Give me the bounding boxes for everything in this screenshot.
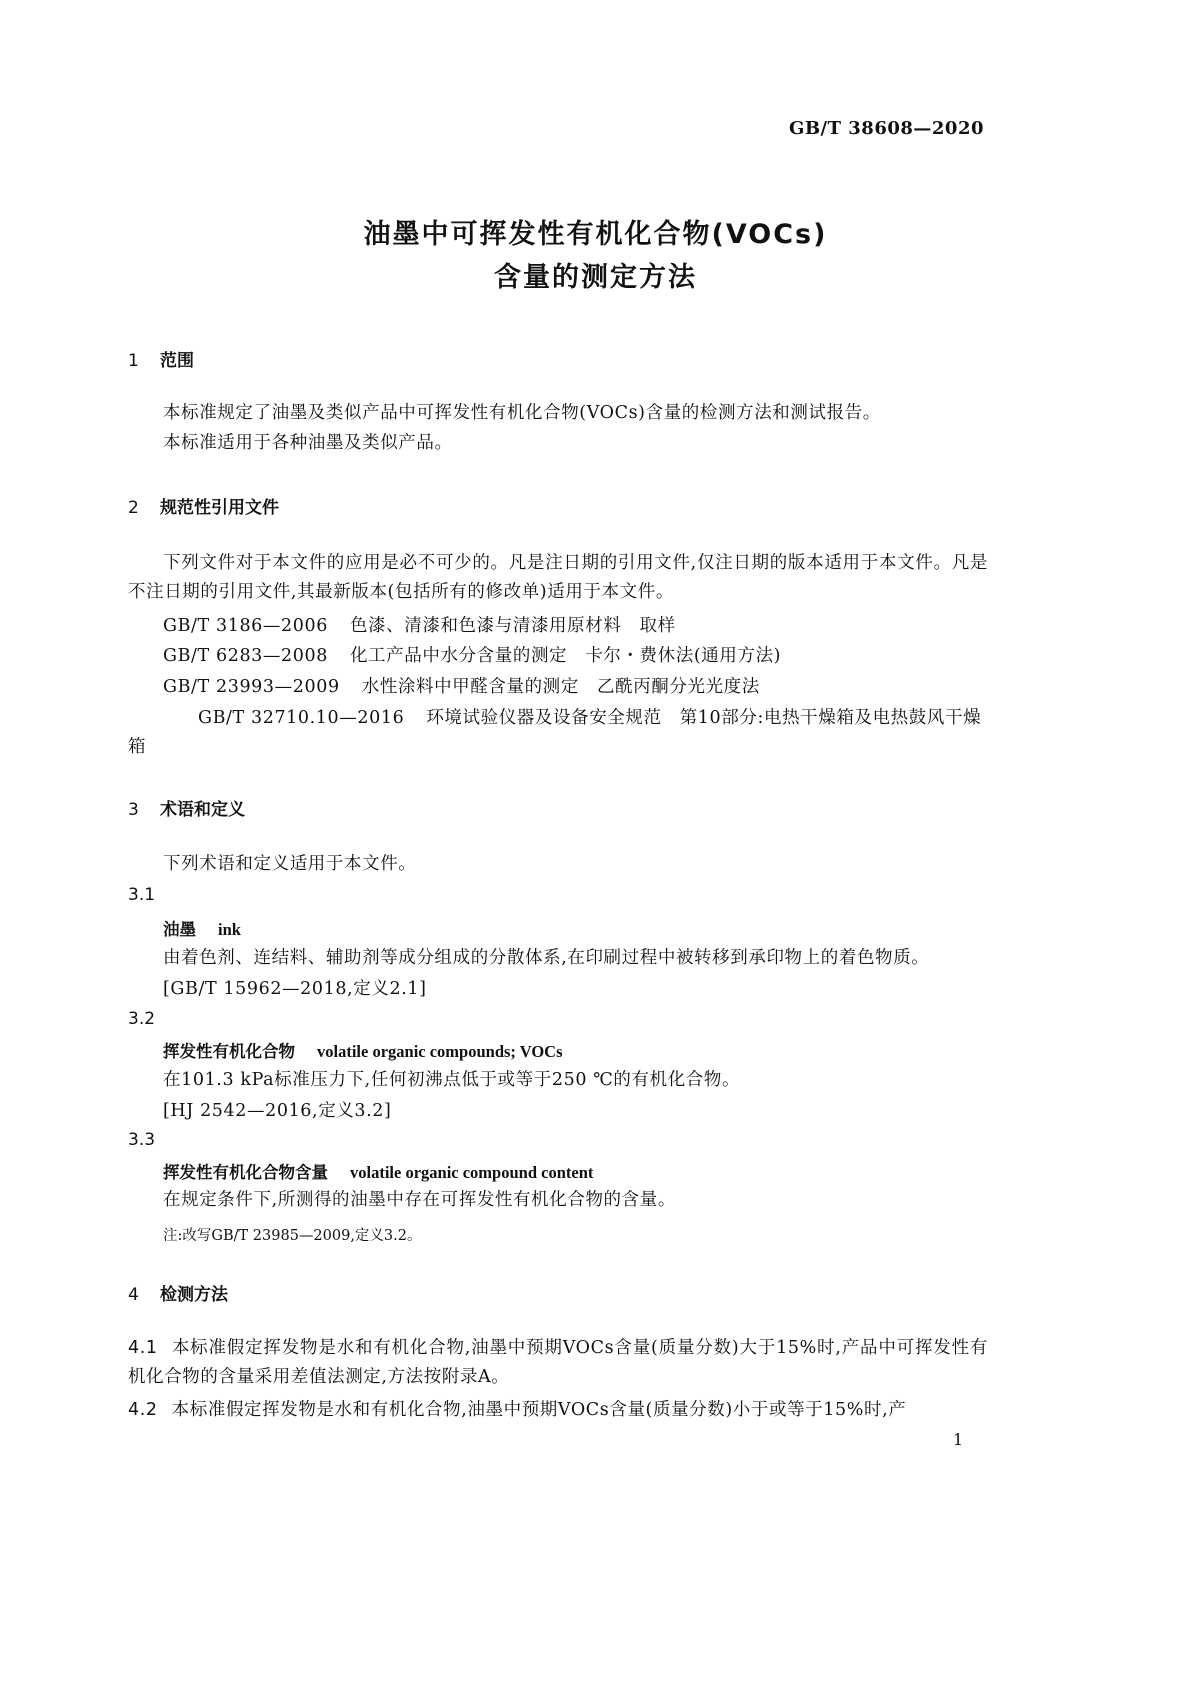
reference-item <box>128 704 988 762</box>
term-definition: 在101.3 kPa标准压力下,任何初沸点低于或等于250 ℃的有机化合物。 <box>163 1070 741 1090</box>
section-number: 4 <box>128 1285 139 1305</box>
reference-title: 水性涂料中甲醛含量的测定 乙酰丙酮分光光度法 <box>361 677 760 697</box>
term-source: [GB/T 15962—2018,定义2.1] <box>163 979 427 999</box>
reference-code: GB/T 3186—2006 <box>163 616 328 636</box>
section-title: 术语和定义 <box>160 800 245 820</box>
reference-title: 色漆、清漆和色漆与清漆用原材料 取样 <box>349 616 676 636</box>
term-en: volatile organic compounds; VOCs <box>317 1042 563 1061</box>
term-definition: 由着色剂、连结料、辅助剂等成分组成的分散体系,在印刷过程中被转移到承印物上的着色物质。 <box>163 948 930 968</box>
paragraph: 下列文件对于本文件的应用是必不可少的。凡是注日期的引用文件,仅注日期的版本适用于本文件。凡是不注日期的引用文件,其最新版本(包括所有的修改单)适用于本文件。 <box>128 553 988 602</box>
section-2-heading <box>128 493 279 518</box>
reference-code: GB/T 32710.10—2016 <box>198 708 405 728</box>
paragraph: 本标准适用于各种油墨及类似产品。 <box>163 433 453 453</box>
term-number: 3.1 <box>128 885 156 905</box>
section-title: 范围 <box>160 351 194 371</box>
term-source: [HJ 2542—2016,定义3.2] <box>163 1101 392 1121</box>
reference-item <box>163 642 781 671</box>
standard-code: GB/T 38608—2020 <box>788 118 984 139</box>
reference-title: 化工产品中水分含量的测定 卡尔・费休法(通用方法) <box>349 646 782 666</box>
term-en: volatile organic compound content <box>350 1163 594 1182</box>
section-1-heading <box>128 346 194 371</box>
paragraph: 下列术语和定义适用于本文件。 <box>163 854 417 874</box>
reference-item <box>163 673 760 702</box>
reference-code: GB/T 23993—2009 <box>163 677 340 697</box>
page-title-line2: 含量的测定方法 <box>494 262 697 293</box>
clause-text: 本标准假定挥发物是水和有机化合物,油墨中预期VOCs含量(质量分数)小于或等于15%时,产 <box>171 1400 907 1420</box>
section-title: 检测方法 <box>160 1285 228 1305</box>
reference-title: 环境试验仪器及设备安全规范 第10部分:电热干燥箱及电热鼓风干燥箱 <box>128 708 982 757</box>
term-number: 3.2 <box>128 1009 156 1029</box>
term-zh: 挥发性有机化合物含量 <box>163 1163 328 1182</box>
term-zh: 油墨 <box>163 920 196 939</box>
reference-code: GB/T 6283—2008 <box>163 646 328 666</box>
paragraph: 本标准规定了油墨及类似产品中可挥发性有机化合物(VOCs)含量的检测方法和测试报告。 <box>163 403 881 423</box>
clause <box>128 1396 906 1425</box>
section-4-heading <box>128 1280 228 1305</box>
term-heading <box>163 1038 563 1062</box>
section-number: 1 <box>128 351 139 371</box>
term-en: ink <box>218 920 241 939</box>
section-number: 2 <box>128 498 139 518</box>
term-note: 注:改写GB/T 23985—2009,定义3.2。 <box>163 1228 422 1244</box>
clause-number: 4.1 <box>128 1338 158 1358</box>
section-number: 3 <box>128 800 139 820</box>
clause-number: 4.2 <box>128 1400 158 1420</box>
section-3-heading <box>128 795 245 820</box>
clause <box>128 1334 988 1392</box>
page-title-line1: 油墨中可挥发性有机化合物(VOCs) <box>363 219 828 250</box>
term-definition: 在规定条件下,所测得的油墨中存在可挥发性有机化合物的含量。 <box>163 1190 676 1210</box>
term-heading <box>163 1159 593 1183</box>
term-zh: 挥发性有机化合物 <box>163 1042 295 1061</box>
section-title: 规范性引用文件 <box>160 498 279 518</box>
reference-item <box>163 612 676 641</box>
term-number: 3.3 <box>128 1130 156 1150</box>
page-number: 1 <box>953 1430 964 1449</box>
clause-text: 本标准假定挥发物是水和有机化合物,油墨中预期VOCs含量(质量分数)大于15%时,产品中可挥发性有机化合物的含量采用差值法测定,方法按附录A。 <box>128 1338 988 1387</box>
term-heading <box>163 916 241 940</box>
